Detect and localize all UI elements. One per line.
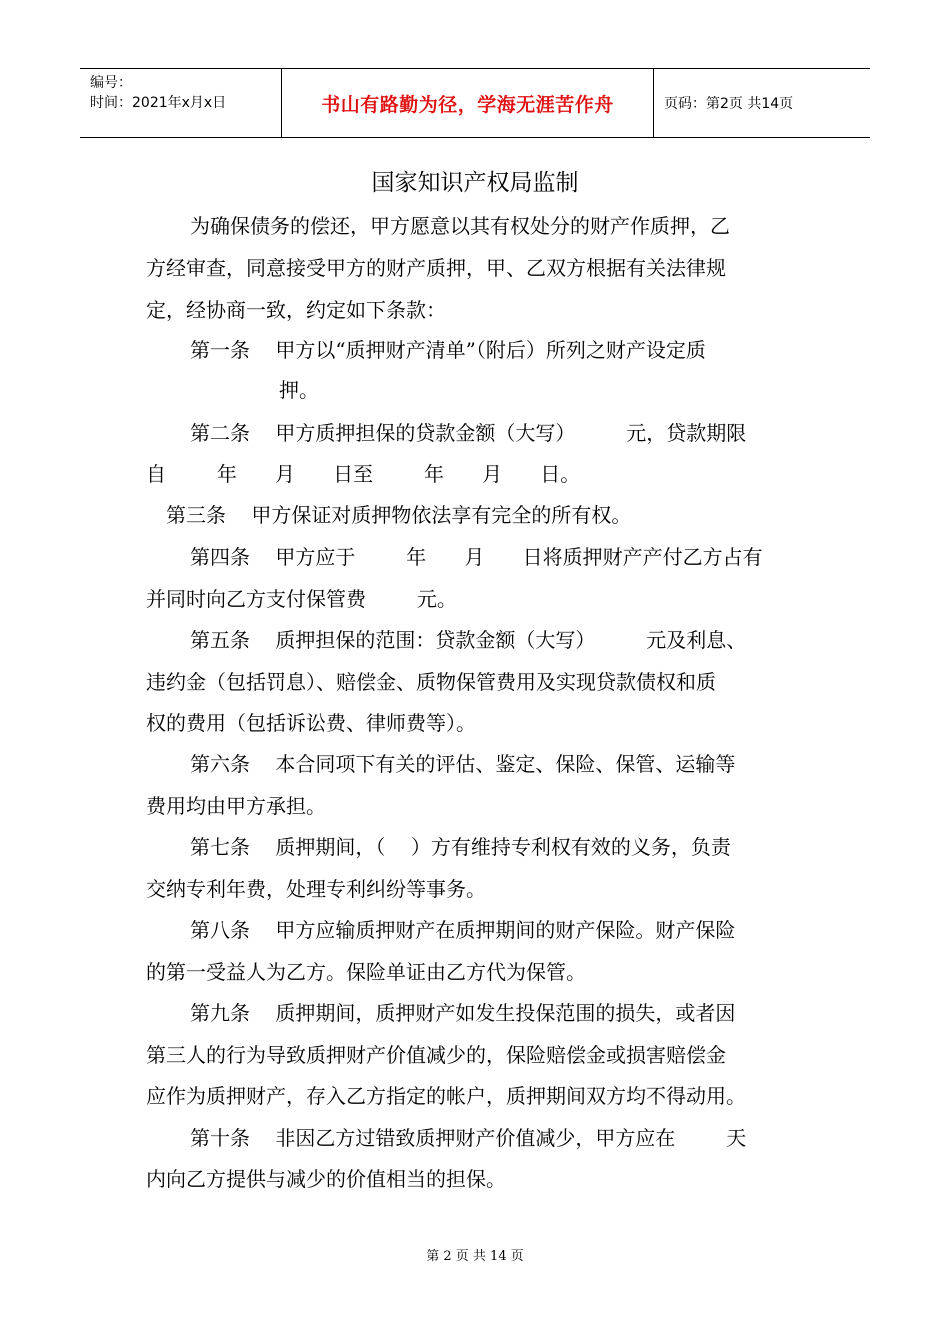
clause-2-line: 自 年 月 日至 年 月 日。 [146, 462, 581, 486]
body-line: 方经审查，同意接受甲方的财产质押，甲、乙双方根据有关法律规 [146, 256, 726, 280]
clause-1-line: 押。 [279, 378, 319, 402]
clause-9-line: 第三人的行为导致质押财产价值减少的，保险赔偿金或损害赔偿金 [146, 1043, 726, 1067]
clause-6-line: 第六条 本合同项下有关的评估、鉴定、保险、保管、运输等 [190, 752, 736, 776]
clause-8-line: 第八条 甲方应输质押财产在质押期间的财产保险。财产保险 [190, 918, 736, 942]
page-footer: 第 2 页 共 14 页 [426, 1249, 524, 1264]
header-motto: 书山有路勤为径，学海无涯苦作舟 [321, 93, 614, 116]
document-number-label: 编号： [90, 75, 132, 91]
document-header [80, 68, 870, 138]
document-time-label: 时间：2021年x月x日 [90, 95, 227, 111]
clause-4-line: 第四条 甲方应于 年 月 日将质押财产产付乙方占有 [190, 545, 763, 569]
clause-10-line: 内向乙方提供与减少的价值相当的担保。 [146, 1167, 506, 1191]
header-meta-cell [80, 69, 282, 137]
clause-3-line: 第三条 甲方保证对质押物依法享有完全的所有权。 [166, 503, 632, 527]
clause-6-line: 费用均由甲方承担。 [146, 794, 326, 818]
document-title: 国家知识产权局监制 [371, 170, 579, 196]
clause-4-line: 并同时向乙方支付保管费 元。 [146, 587, 457, 611]
clause-2-line: 第二条 甲方质押担保的贷款金额（大写） 元，贷款期限 [190, 421, 747, 445]
clause-5-line: 权的费用（包括诉讼费、律师费等）。 [146, 711, 476, 735]
header-page-number: 页码：第2页 共14页 [664, 96, 794, 112]
clause-9-line: 第九条 质押期间，质押财产如发生投保范围的损失，或者因 [190, 1001, 736, 1025]
clause-7-line: 交纳专利年费，处理专利纠纷等事务。 [146, 877, 486, 901]
clause-8-line: 的第一受益人为乙方。保险单证由乙方代为保管。 [146, 960, 586, 984]
header-motto-cell [282, 69, 654, 137]
clause-5-line: 违约金（包括罚息）、赔偿金、质物保管费用及实现贷款债权和质 [146, 670, 716, 694]
body-line: 定，经协商一致，约定如下条款： [146, 298, 446, 322]
clause-5-line: 第五条 质押担保的范围：贷款金额（大写） 元及利息、 [190, 628, 747, 652]
clause-1-line: 第一条 甲方以“质押财产清单”（附后）所列之财产设定质 [190, 338, 706, 362]
body-line: 为确保债务的偿还，甲方愿意以其有权处分的财产作质押，乙 [190, 214, 730, 238]
clause-10-line: 第十条 非因乙方过错致质押财产价值减少，甲方应在 天 [190, 1126, 747, 1150]
clause-7-line: 第七条 质押期间，（ ）方有维持专利权有效的义务，负责 [190, 835, 731, 859]
clause-9-line: 应作为质押财产，存入乙方指定的帐户，质押期间双方均不得动用。 [146, 1084, 746, 1108]
header-page-cell [654, 69, 870, 137]
